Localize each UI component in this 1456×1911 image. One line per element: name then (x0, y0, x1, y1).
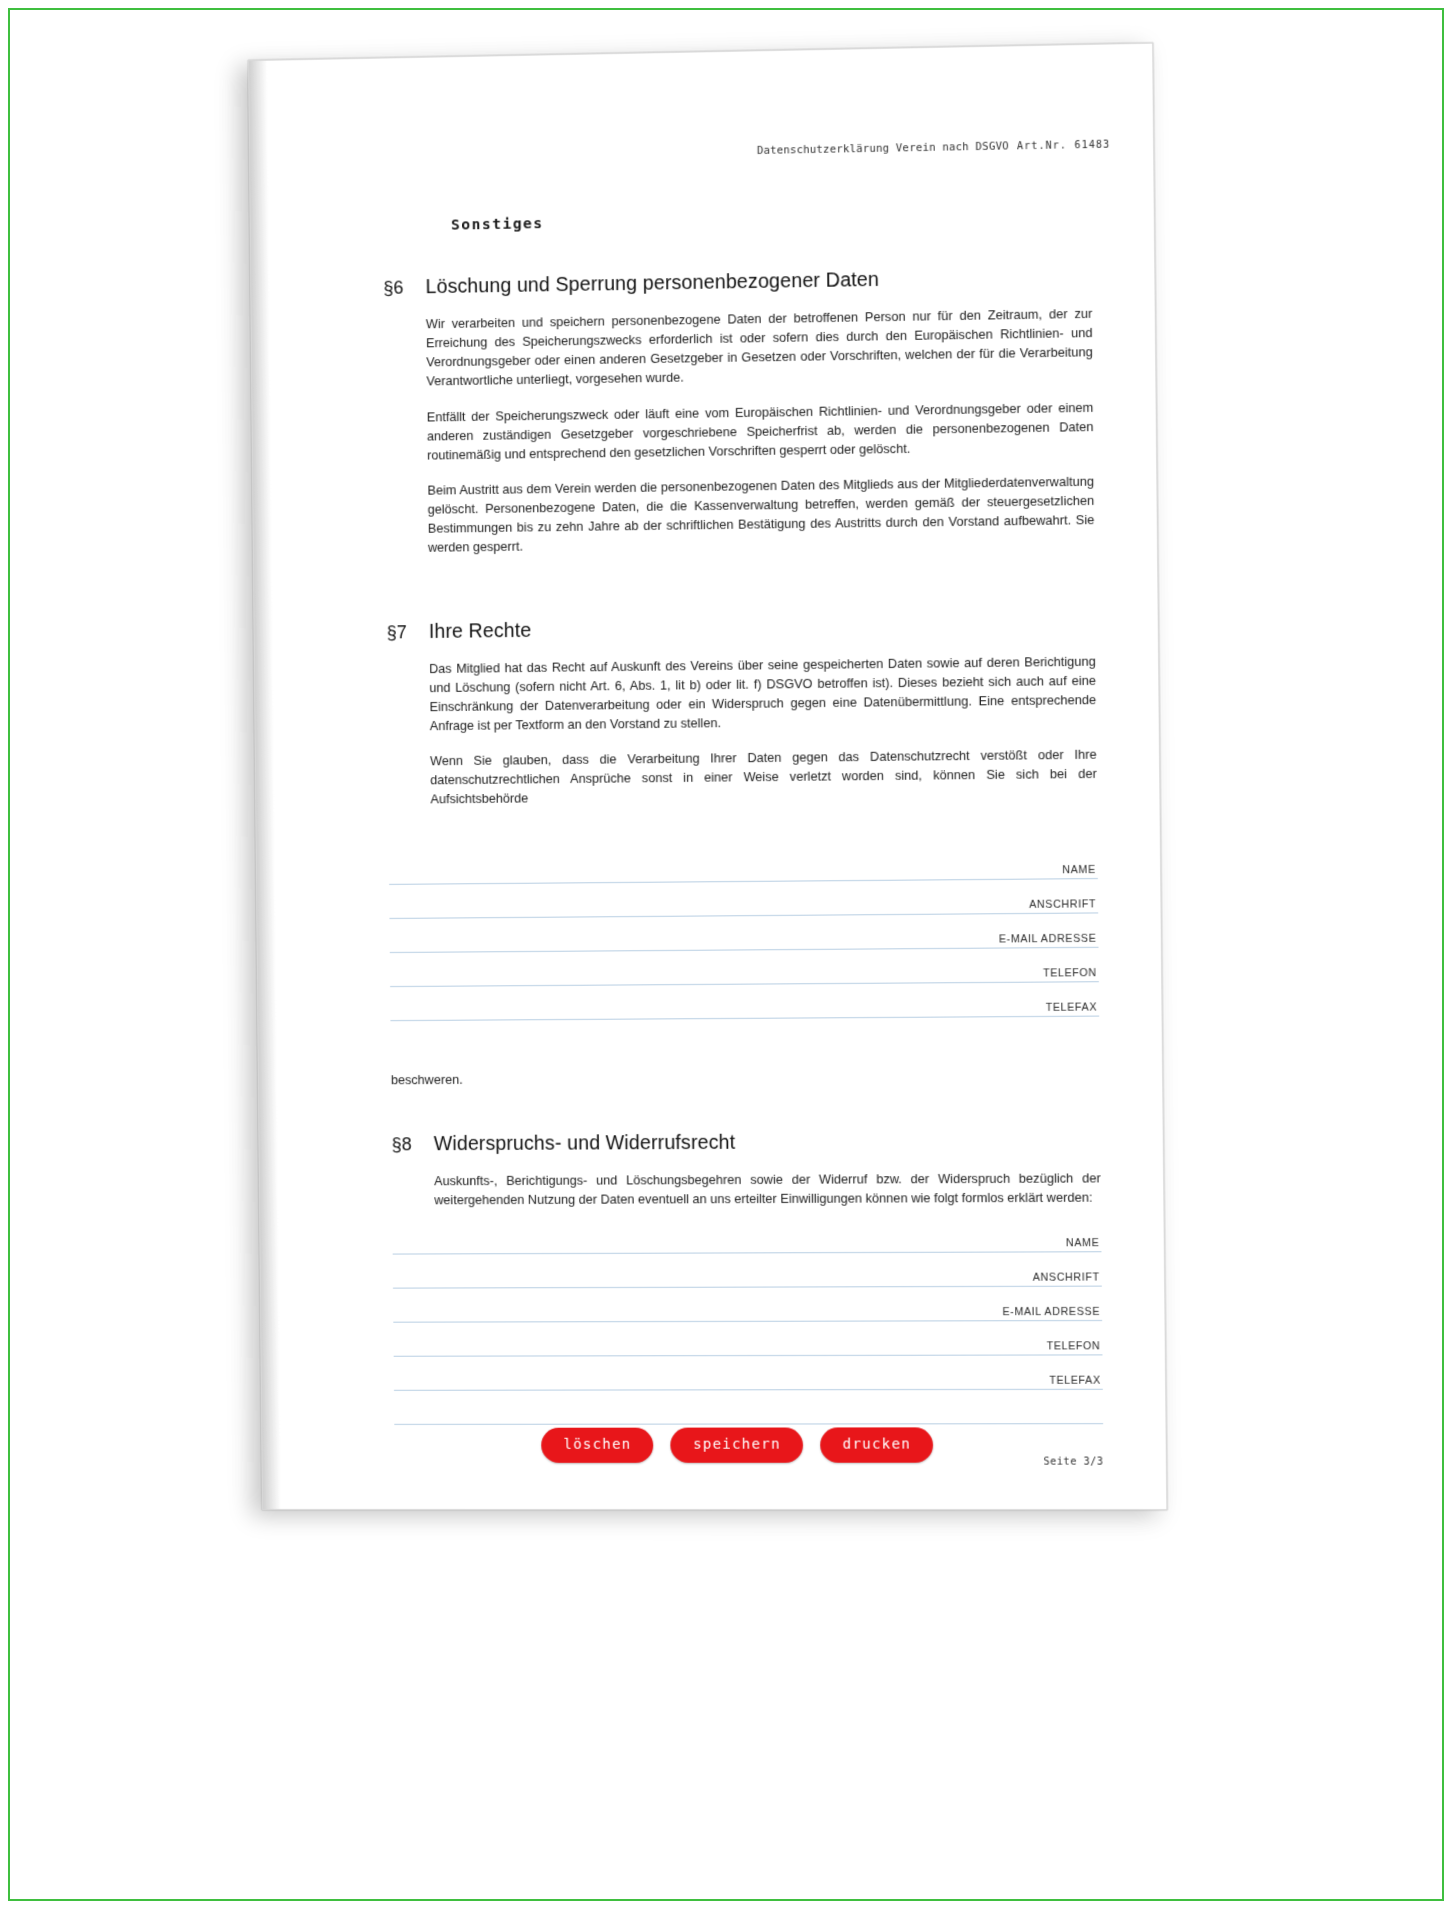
field-row-name-2[interactable] (392, 1224, 1101, 1261)
section-8-paragraph-1: Auskunfts-, Berichtigungs- und Löschungsbegehren sowie der Widerruf bzw. der Widerspruch bezüglich der weitergehenden Nutzung der Daten eventuell an uns erteilter Einwilligungen können wie folgt formlos erklärt werden: (434, 1170, 1101, 1207)
field-label-telefon-1: TELEFON (1042, 966, 1097, 980)
section-6-paragraph-1: Wir verarbeiten und speichern personenbezogene Daten der betroffenen Person nur für den Zeitraum, der zur Erreichung des Speicherungszwecks erforderlich ist oder sofern dies durch den Europäischen Richtlinien- und Verordnungsgeber oder einen anderen Gesetzgeber in Gesetzen oder Vorschriften, welchen der für die Verarbeitung Verantwortliche unterliegt, vorgesehen wurde. (425, 306, 1093, 389)
page-number: Seite 3/3 (1043, 1456, 1104, 1468)
document-header-title: Datenschutzerklärung Verein nach DSGVO (756, 140, 1009, 157)
field-row-email-2[interactable] (393, 1293, 1102, 1329)
field-underline (394, 1423, 1103, 1425)
spacer (389, 820, 1098, 852)
section-7-number: §7 (386, 621, 407, 643)
field-underline (389, 878, 1098, 885)
field-row-extra[interactable] (394, 1396, 1103, 1431)
document-sheet (248, 43, 1167, 1511)
document-header (757, 139, 1110, 157)
authority-contact-fields (389, 850, 1099, 1026)
field-label-telefon-2: TELEFON (1046, 1340, 1101, 1353)
field-label-telefax-1: TELEFAX (1045, 1000, 1098, 1014)
field-row-telefon-2[interactable] (393, 1327, 1102, 1363)
document-sheet-wrapper (248, 43, 1167, 1511)
field-row-name-1[interactable] (389, 850, 1098, 890)
document-content (383, 265, 1103, 1468)
section-8-heading (392, 1129, 1101, 1156)
field-underline (394, 1389, 1103, 1391)
field-row-telefax-2[interactable] (394, 1361, 1103, 1396)
field-row-telefax-1[interactable] (390, 988, 1099, 1027)
field-underline (390, 981, 1099, 987)
section-6-heading (383, 265, 1092, 300)
section-8 (392, 1129, 1102, 1210)
field-underline (390, 1015, 1099, 1021)
beschweren-text: beschweren. (390, 1072, 463, 1087)
field-underline (390, 946, 1099, 952)
section-7-title: Ihre Rechte (428, 619, 532, 643)
field-row-telefon-1[interactable] (390, 953, 1099, 992)
section-8-title: Widerspruchs- und Widerrufsrecht (433, 1131, 736, 1155)
field-underline (389, 912, 1098, 919)
field-label-telefax-2: TELEFAX (1049, 1374, 1101, 1387)
section-7-paragraph-1: Das Mitglied hat das Recht auf Auskunft des Vereins über seine gespeicherten Daten sowie auf deren Berichtigung und Löschung (sofern nicht Art. 6, Abs. 1, lit b) oder lit. f) DSGVO betroffen ist). Dieses bezieht sich auch auf eine Einschränkung der Datenverarbeitung oder ein Widerspruch gegen eine Datenübermittlung. Eine entsprechende Anfrage ist per Textform an den Vorstand zu stellen. (429, 654, 1097, 734)
section-8-number: §8 (391, 1133, 412, 1154)
field-label-email-1: E-MAIL ADRESSE (998, 932, 1097, 946)
section-6-paragraph-3: Beim Austritt aus dem Verein werden die personenbezogenen Daten des Mitglieds aus der Mitgliederdatenverwaltung gelöscht. Personenbezogene Daten, die die Kassenverwaltung betreffen, werden gemäß der steuergesetzlichen Bestimmungen bis zu zehn Jahre ab der schriftlichen Bestätigung des Austritts durch den Vorstand aufbewahrt. Sie werden gesperrt. (427, 474, 1095, 556)
field-row-email-1[interactable] (390, 919, 1099, 959)
field-underline (393, 1251, 1102, 1254)
save-button[interactable]: speichern (671, 1427, 804, 1462)
form-action-buttons (541, 1427, 934, 1463)
delete-button[interactable]: löschen (541, 1428, 654, 1463)
document-header-artnr: Art.Nr. 61483 (1016, 139, 1111, 153)
field-label-name-1: NAME (1062, 863, 1096, 876)
field-label-anschrift-1: ANSCHRIFT (1029, 897, 1097, 911)
section-7-paragraph-2: Wenn Sie glauben, dass die Verarbeitung Ihrer Daten gegen das Datenschutzrecht verstößt oder Ihre datenschutzrechtlichen Ansprüche sonst in einer Weise verletzt worden sind, können Sie sich bei der Aufsichtsbehörde (430, 747, 1097, 807)
field-underline (393, 1285, 1102, 1288)
revocation-contact-fields (392, 1224, 1103, 1431)
spacer (390, 1022, 1099, 1073)
section-6-paragraph-2: Entfällt der Speicherungszweck oder läuft eine vom Europäischen Richtlinien- und Verordnungsgeber oder einem anderen zuständigen Gesetzgeber vorgeschriebene Speicherfrist ab, werden die personenbezogenen Daten routinemäßig und entsprechend den gesetzlichen Vorschriften gesperrt oder gelöscht. (426, 400, 1094, 463)
field-label-email-2: E-MAIL ADRESSE (1002, 1305, 1101, 1319)
section-7 (387, 613, 1098, 811)
document-subtitle: Sonstiges (450, 216, 544, 234)
field-label-name-2: NAME (1065, 1236, 1100, 1250)
field-row-anschrift-1[interactable] (389, 885, 1098, 925)
spacer (386, 566, 1095, 621)
section-6-number: §6 (383, 277, 404, 298)
print-button[interactable]: drucken (820, 1427, 934, 1462)
spacer (391, 1083, 1100, 1133)
section-6 (383, 265, 1094, 559)
section-6-title: Löschung und Sperrung personenbezogener Daten (425, 268, 880, 299)
field-label-anschrift-2: ANSCHRIFT (1032, 1271, 1100, 1284)
field-underline (393, 1320, 1102, 1323)
field-underline (394, 1354, 1103, 1356)
field-row-anschrift-2[interactable] (393, 1258, 1102, 1294)
